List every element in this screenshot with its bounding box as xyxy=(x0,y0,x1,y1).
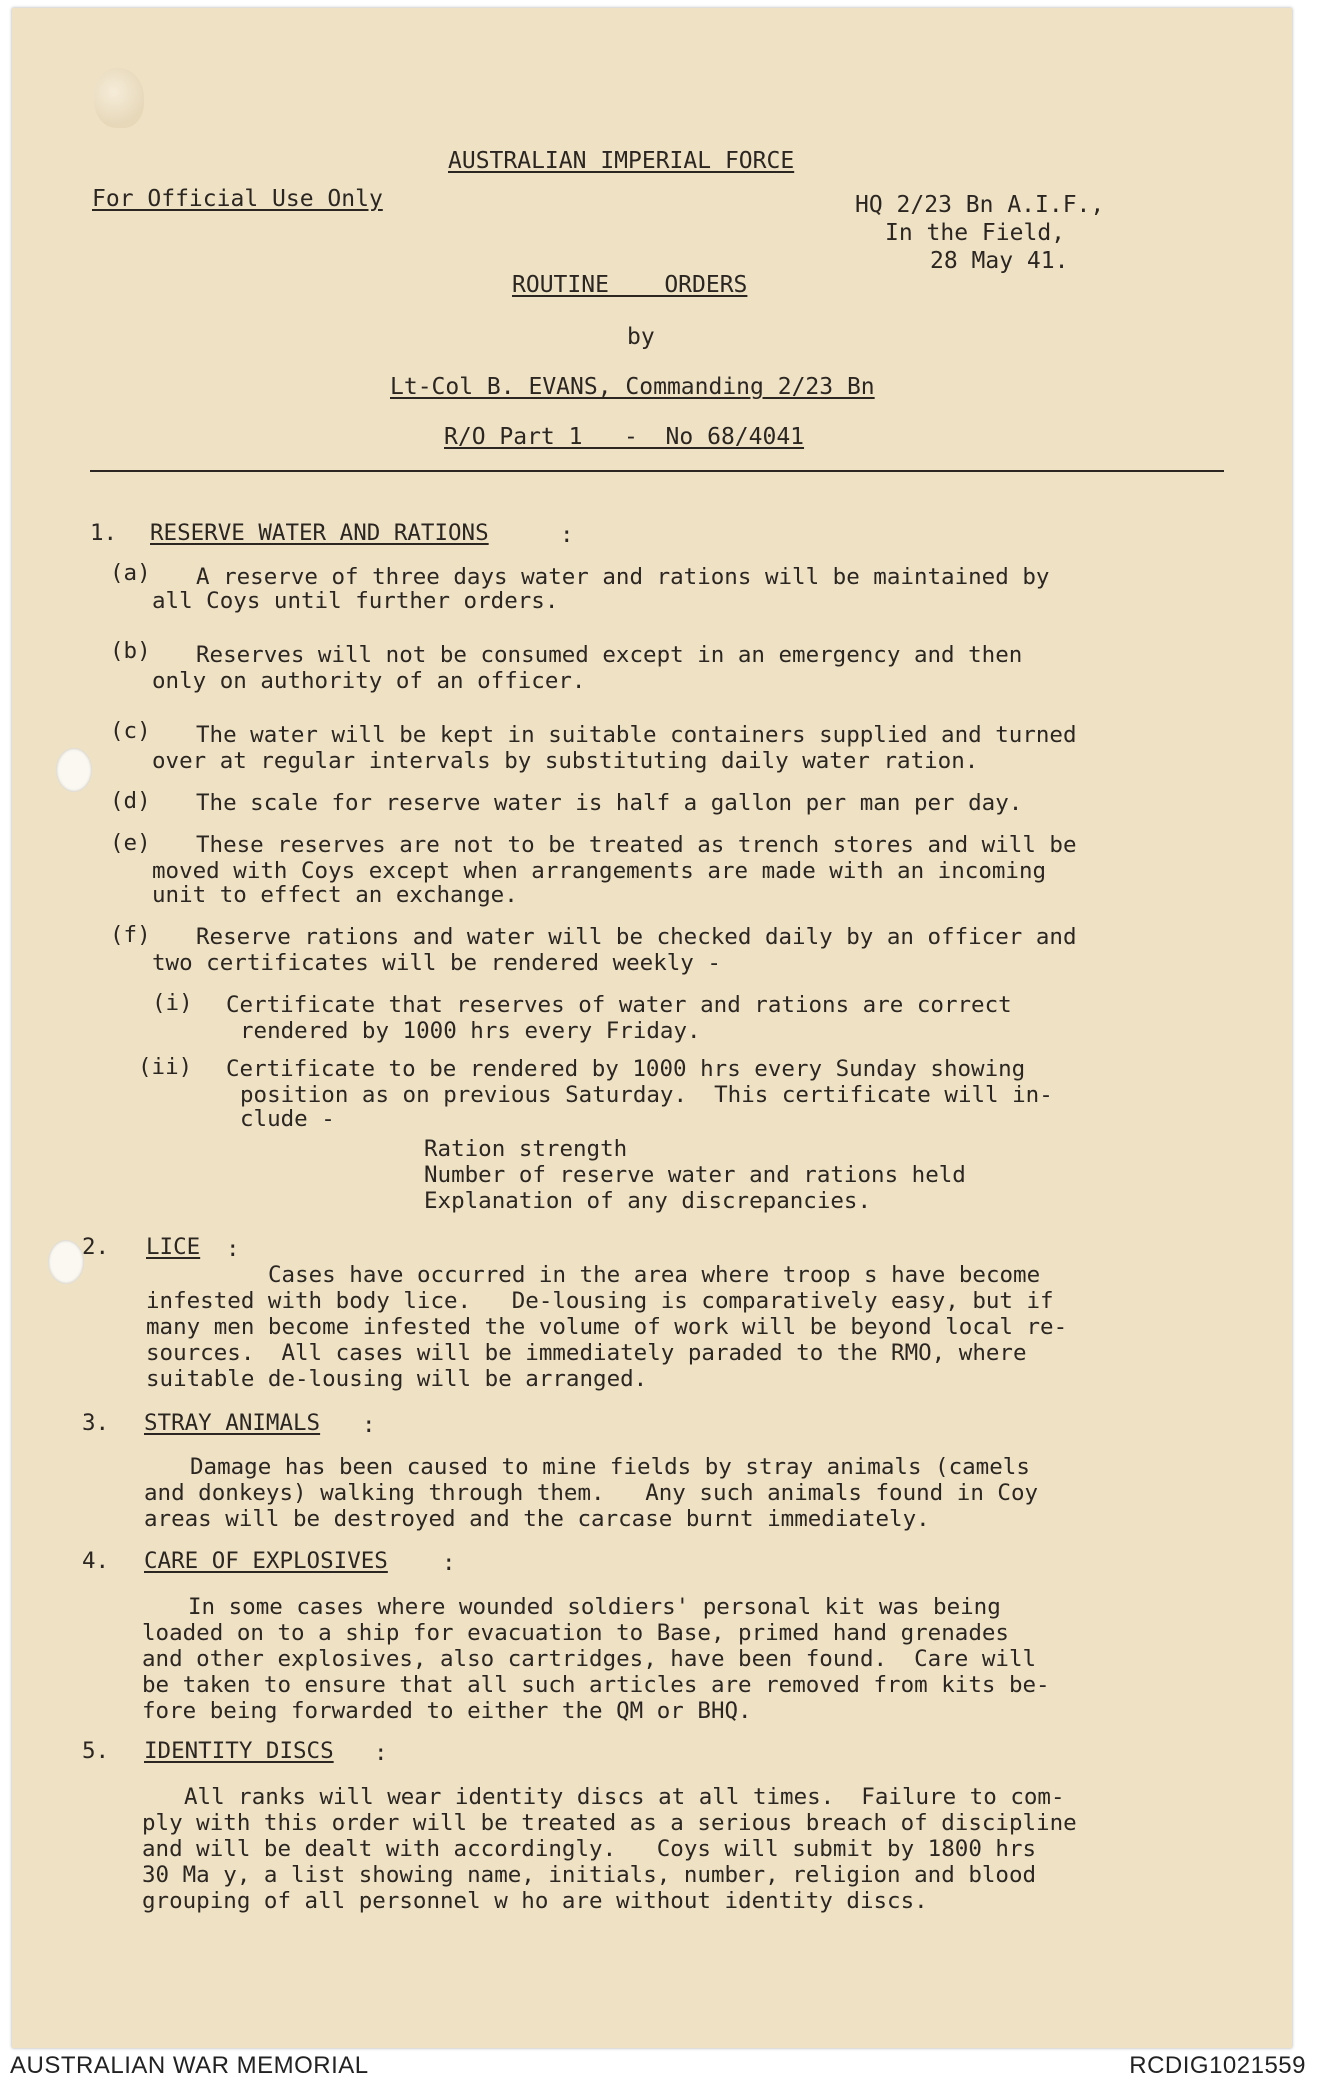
list-item: Ration strength xyxy=(424,1136,628,1162)
paragraph-line: two certificates will be rendered weekly - xyxy=(152,950,721,976)
paragraph-line: A reserve of three days water and rations will be maintained by xyxy=(196,564,1050,590)
heading-colon: : xyxy=(226,1236,240,1262)
hq-line-2: In the Field, xyxy=(885,220,1066,246)
classification-label: For Official Use Only xyxy=(92,186,383,212)
paragraph-line: be taken to ensure that all such articles are removed from kits be- xyxy=(142,1672,1050,1698)
list-item: Explanation of any discrepancies. xyxy=(424,1188,872,1214)
paragraph-line: Damage has been caused to mine fields by stray animals (camels xyxy=(190,1454,1030,1480)
paragraph-line: Cases have occurred in the area where troop s have become xyxy=(268,1262,1041,1288)
order-reference: R/O Part 1 - No 68/4041 xyxy=(444,424,805,450)
paragraph-line: The scale for reserve water is half a gallon per man per day. xyxy=(196,790,1023,816)
paragraph-line: and other explosives, also cartridges, have been found. Care will xyxy=(142,1646,1037,1672)
section-heading: RESERVE WATER AND RATIONS xyxy=(150,520,489,546)
paragraph-line: These reserves are not to be treated as trench stores and will be xyxy=(196,832,1077,858)
by-label: by xyxy=(627,324,655,350)
paragraph-line: fore being forwarded to either the QM or BHQ. xyxy=(142,1698,752,1724)
document-page xyxy=(12,8,1292,2048)
sub-item-label: (ii) xyxy=(138,1054,193,1080)
footer-source: AUSTRALIAN WAR MEMORIAL xyxy=(10,2052,369,2079)
header-rule xyxy=(90,470,1224,472)
paragraph-line: grouping of all personnel w ho are without identity discs. xyxy=(142,1888,928,1914)
list-item: Number of reserve water and rations held xyxy=(424,1162,966,1188)
item-label: (b) xyxy=(110,638,151,664)
paragraph-line: ply with this order will be treated as a serious breach of discipline xyxy=(142,1810,1077,1836)
sub-item-label: (i) xyxy=(152,990,193,1016)
paragraph-line: only on authority of an officer. xyxy=(152,668,586,694)
item-label: (f) xyxy=(110,922,151,948)
item-label: (e) xyxy=(110,830,151,856)
item-label: (c) xyxy=(110,718,151,744)
hq-date: 28 May 41. xyxy=(930,248,1069,274)
paragraph-line: All ranks will wear identity discs at all times. Failure to com- xyxy=(184,1784,1065,1810)
item-label: (a) xyxy=(110,560,151,586)
section-number: 4. xyxy=(82,1548,110,1574)
paragraph-line: loaded on to a ship for evacuation to Base, primed hand grenades xyxy=(142,1620,1009,1646)
document-type: ROUTINE ORDERS xyxy=(512,272,748,298)
paragraph-line: Certificate that reserves of water and rations are correct xyxy=(226,992,1012,1018)
commander-line: Lt-Col B. EVANS, Commanding 2/23 Bn xyxy=(390,374,875,400)
heading-colon: : xyxy=(374,1740,388,1766)
punch-hole xyxy=(56,748,92,792)
paragraph-line: The water will be kept in suitable containers supplied and turned xyxy=(196,722,1077,748)
footer-record-id: RCDIG1021559 xyxy=(1129,2052,1306,2079)
heading-colon: : xyxy=(362,1412,376,1438)
punch-hole xyxy=(48,1240,84,1284)
heading-colon: : xyxy=(560,522,574,548)
section-number: 3. xyxy=(82,1410,110,1436)
paragraph-line: over at regular intervals by substituting daily water ration. xyxy=(152,748,979,774)
paragraph-line: 30 Ma y, a list showing name, initials, number, religion and blood xyxy=(142,1862,1037,1888)
paragraph-line: many men become infested the volume of work will be beyond local re- xyxy=(146,1314,1068,1340)
paragraph-line: Reserve rations and water will be checked daily by an officer and xyxy=(196,924,1077,950)
paragraph-line: infested with body lice. De-lousing is comparatively easy, but if xyxy=(146,1288,1054,1314)
paragraph-line: In some cases where wounded soldiers' personal kit was being xyxy=(188,1594,1001,1620)
paragraph-line: suitable de-lousing will be arranged. xyxy=(146,1366,648,1392)
paragraph-line: Reserves will not be consumed except in an emergency and then xyxy=(196,642,1023,668)
paragraph-line: rendered by 1000 hrs every Friday. xyxy=(240,1018,701,1044)
item-label: (d) xyxy=(110,788,151,814)
section-number: 5. xyxy=(82,1738,110,1764)
heading-colon: : xyxy=(442,1550,456,1576)
paragraph-line: clude - xyxy=(240,1106,335,1132)
paragraph-line: sources. All cases will be immediately paraded to the RMO, where xyxy=(146,1340,1027,1366)
document-title: AUSTRALIAN IMPERIAL FORCE xyxy=(448,148,795,174)
paragraph-line: Certificate to be rendered by 1000 hrs every Sunday showing xyxy=(226,1056,1026,1082)
paragraph-line: position as on previous Saturday. This certificate will in- xyxy=(240,1082,1053,1108)
hq-line-1: HQ 2/23 Bn A.I.F., xyxy=(855,192,1105,218)
paragraph-line: and donkeys) walking through them. Any such animals found in Coy xyxy=(144,1480,1039,1506)
embossed-crest xyxy=(94,68,144,128)
section-heading: STRAY ANIMALS xyxy=(144,1410,321,1436)
section-heading: LICE xyxy=(146,1234,201,1260)
paragraph-line: moved with Coys except when arrangements are made with an incoming xyxy=(152,858,1047,884)
section-heading: IDENTITY DISCS xyxy=(144,1738,334,1764)
section-number: 1. xyxy=(90,520,118,546)
paragraph-line: and will be dealt with accordingly. Coys will submit by 1800 hrs xyxy=(142,1836,1037,1862)
paragraph-line: unit to effect an exchange. xyxy=(152,882,518,908)
section-heading: CARE OF EXPLOSIVES xyxy=(144,1548,388,1574)
section-number: 2. xyxy=(82,1234,110,1260)
paragraph-line: all Coys until further orders. xyxy=(152,588,559,614)
paragraph-line: areas will be destroyed and the carcase burnt immediately. xyxy=(144,1506,930,1532)
